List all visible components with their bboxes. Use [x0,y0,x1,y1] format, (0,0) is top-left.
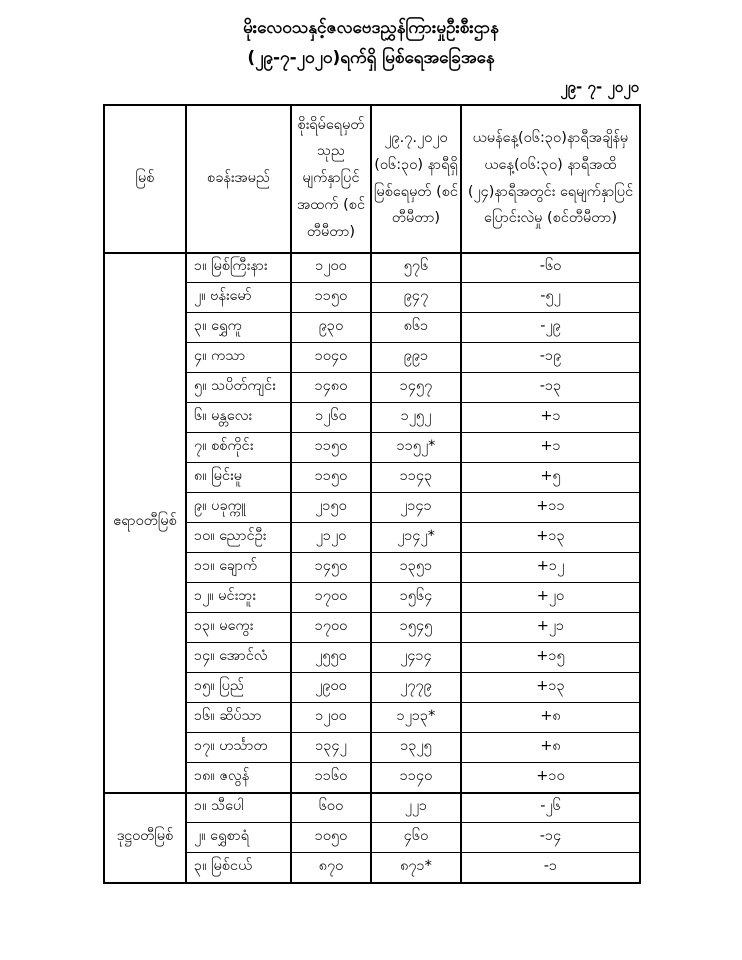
col-header-danger-level: စိုးရိမ်ရေမှတ် သုည မျက်နှာပြင် အထက် (စင်တီမီတာ) [291,105,371,253]
change-24h-cell: -၁၃ [461,373,640,403]
table-header [104,105,640,253]
change-24h-cell: +၈ [461,703,640,733]
change-24h-cell: -၁၄ [461,823,640,853]
change-24h-cell: +၁ [461,433,640,463]
danger-level-cell: ၁၇၀၀ [291,613,371,643]
current-level-cell: ၂၇၇၉ [371,673,461,703]
table-row [104,253,640,283]
station-name-cell: ၁၈။ ဇလွန် [186,763,291,793]
danger-level-cell: ၁၄၈၀ [291,373,371,403]
current-level-cell: ၄၆၀ [371,823,461,853]
col-header-station: စခန်းအမည် [186,105,291,253]
current-level-cell: ၂၁၄၂* [371,523,461,553]
change-24h-cell: -၅၂ [461,283,640,313]
danger-level-cell: ၁၂၆၀ [291,403,371,433]
change-24h-cell: +၁၀ [461,763,640,793]
river-name-cell: ဧရာဝတီမြစ် [104,253,186,793]
station-name-cell: ၂။ ရွှေစာရံ [186,823,291,853]
station-name-cell: ၁၄။ အောင်လံ [186,643,291,673]
change-24h-cell: -၆၀ [461,253,640,283]
current-level-cell: ၁၃၂၅ [371,733,461,763]
report-date: ၂၉- ၇- ၂၀၂၀ [560,77,639,96]
change-24h-cell: +၈ [461,733,640,763]
current-level-cell: ၁၁၄၀ [371,763,461,793]
change-24h-cell: +၅ [461,463,640,493]
table-row [104,793,640,823]
danger-level-cell: ၁၇၀၀ [291,583,371,613]
danger-level-cell: ၆၀၀ [291,793,371,823]
station-name-cell: ၁၇။ ဟင်္သာတ [186,733,291,763]
river-water-level-table [103,104,641,884]
current-level-cell: ၈၇၁* [371,853,461,883]
station-name-cell: ၁၁။ ချောက် [186,553,291,583]
station-name-cell: ၈။ မြင်းမူ [186,463,291,493]
station-name-cell: ၇။ စစ်ကိုင်း [186,433,291,463]
current-level-cell: ၁၄၅၇ [371,373,461,403]
current-level-cell: ၁၁၄၃ [371,463,461,493]
change-24h-cell: -၂၆ [461,793,640,823]
current-level-cell: ၉၉၁ [371,343,461,373]
station-name-cell: ၁။ သီပေါ [186,793,291,823]
change-24h-cell: +၁၁ [461,493,640,523]
current-level-cell: ၈၆၁ [371,313,461,343]
change-24h-cell: +၁ [461,403,640,433]
change-24h-cell: +၂၁ [461,613,640,643]
change-24h-cell: +၁၃ [461,523,640,553]
danger-level-cell: ၂၉၀၀ [291,673,371,703]
station-name-cell: ၂။ ဗန်းမော် [186,283,291,313]
current-level-cell: ၂၂၁ [371,793,461,823]
current-level-cell: ၁၅၄၅ [371,613,461,643]
current-level-cell: ၉၄၇ [371,283,461,313]
danger-level-cell: ၁၃၄၂ [291,733,371,763]
station-name-cell: ၁၃။ မကွေး [186,613,291,643]
station-name-cell: ၉။ ပခုက္ကူ [186,493,291,523]
danger-level-cell: ၁၄၅၀ [291,553,371,583]
danger-level-cell: ၂၁၂၀ [291,523,371,553]
danger-level-cell: ၁၁၅၀ [291,433,371,463]
current-level-cell: ၁၂၁၃* [371,703,461,733]
station-name-cell: ၃။ ရွှေကူ [186,313,291,343]
danger-level-cell: ၁၁၆၀ [291,763,371,793]
table-body [104,253,640,883]
change-24h-cell: -၂၉ [461,313,640,343]
current-level-cell: ၁၁၅၂* [371,433,461,463]
danger-level-cell: ၁၀၅၀ [291,823,371,853]
change-24h-cell: -၁၉ [461,343,640,373]
header-row [104,105,640,253]
danger-level-cell: ၁၀၄၀ [291,343,371,373]
river-name-cell: ဒုဋ္ဌဝတီမြစ် [104,793,186,883]
change-24h-cell: +၁၅ [461,643,640,673]
station-name-cell: ၁။ မြစ်ကြီးနား [186,253,291,283]
department-name: မိုးလေဝသနှင့်ဇလဗေဒညွှန်ကြားမှုဦးစီးဌာန [243,18,499,38]
report-subtitle: (၂၉-၇-၂၀၂၀)ရက်ရှိ မြစ်ရေအခြေအနေ [247,47,495,68]
current-level-cell: ၂၄၁၄ [371,643,461,673]
change-24h-cell: +၁၂ [461,553,640,583]
danger-level-cell: ၁၂၀၀ [291,703,371,733]
danger-level-cell: ၁၁၅၀ [291,463,371,493]
danger-level-cell: ၂၁၅၀ [291,493,371,523]
station-name-cell: ၁၆။ ဆိပ်သာ [186,703,291,733]
change-24h-cell: -၁ [461,853,640,883]
col-header-change-24h: ယမန်နေ့(၀၆:၃၀)နာရီအချိန်မှ ယနေ့(၀၆:၃၀) နာရီအထိ (၂၄)နာရီအတွင်း ရေမျက်နှာပြင်ပြောင်းလဲမှု (စင်တီမီတာ) [461,105,640,253]
change-24h-cell: +၁၃ [461,673,640,703]
danger-level-cell: ၁၂၀၀ [291,253,371,283]
station-name-cell: ၆။ မန္တလေး [186,403,291,433]
report-title [0,14,742,74]
current-level-cell: ၁၃၅၁ [371,553,461,583]
station-name-cell: ၁၂။ မင်းဘူး [186,583,291,613]
danger-level-cell: ၂၅၅၀ [291,643,371,673]
station-name-cell: ၃။ မြစ်ငယ် [186,853,291,883]
station-name-cell: ၁၅။ ပြည် [186,673,291,703]
danger-level-cell: ၁၁၅၀ [291,283,371,313]
col-header-current-level: ၂၉.၇.၂၀၂၀ (၀၆:၃၀) နာရီရှိ မြစ်ရေမှတ် (စင်တီမီတာ) [371,105,461,253]
current-level-cell: ၁၅၆၄ [371,583,461,613]
station-name-cell: ၁၀။ ညောင်ဦး [186,523,291,553]
station-name-cell: ၄။ ကသာ [186,343,291,373]
current-level-cell: ၅၇၆ [371,253,461,283]
change-24h-cell: +၂၀ [461,583,640,613]
col-header-river: မြစ် [104,105,186,253]
current-level-cell: ၂၁၄၁ [371,493,461,523]
danger-level-cell: ၉၃၀ [291,313,371,343]
current-level-cell: ၁၂၅၂ [371,403,461,433]
danger-level-cell: ၈၇၀ [291,853,371,883]
station-name-cell: ၅။ သပိတ်ကျင်း [186,373,291,403]
